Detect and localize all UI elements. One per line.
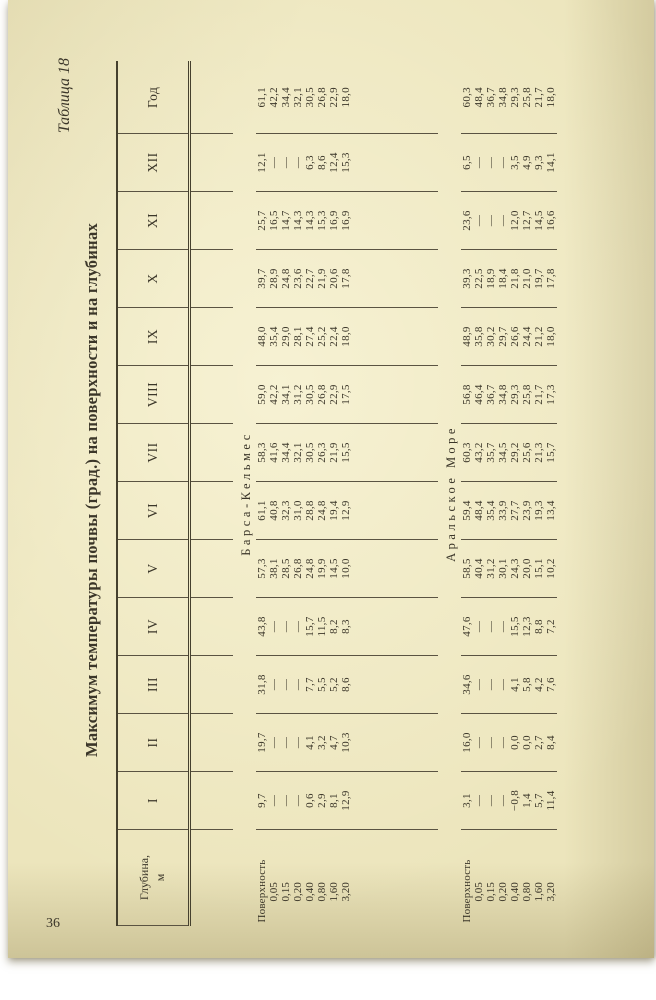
value-cell: 14,7 bbox=[280, 192, 292, 250]
value-cell: 34,4 bbox=[280, 62, 292, 134]
value-cell: 22,9 bbox=[328, 366, 340, 424]
column-header: XII bbox=[117, 134, 190, 192]
table-row bbox=[256, 62, 268, 926]
value-cell: 21,7 bbox=[533, 62, 545, 134]
value-cell: 33,9 bbox=[497, 482, 509, 540]
value-cell: 26,6 bbox=[509, 308, 521, 366]
value-cell: 31,2 bbox=[485, 540, 497, 598]
value-cell: — bbox=[497, 714, 509, 772]
value-cell: 4,9 bbox=[521, 134, 533, 192]
gap-cell bbox=[352, 250, 438, 308]
row-label-depth: 0,20 bbox=[497, 882, 509, 902]
table-header bbox=[117, 62, 190, 926]
column-header: VI bbox=[117, 482, 190, 540]
value-cell: 17,8 bbox=[340, 250, 352, 308]
value-cell: 12,7 bbox=[521, 192, 533, 250]
gap-cell bbox=[190, 134, 234, 192]
value-cell: 58,5 bbox=[461, 540, 473, 598]
row-label-depth: 0,15 bbox=[485, 882, 497, 902]
value-cell: 32,1 bbox=[292, 62, 304, 134]
value-cell: 18,0 bbox=[545, 308, 557, 366]
gap-cell bbox=[190, 62, 234, 134]
value-cell: 8,1 bbox=[328, 772, 340, 830]
gap-cell bbox=[352, 62, 438, 134]
value-cell: — bbox=[497, 192, 509, 250]
value-cell: 4,2 bbox=[533, 656, 545, 714]
gap-cell bbox=[352, 714, 438, 772]
value-cell: 16,9 bbox=[328, 192, 340, 250]
value-cell: 21,9 bbox=[316, 250, 328, 308]
value-cell: 30,1 bbox=[497, 540, 509, 598]
value-cell: 8,3 bbox=[340, 598, 352, 656]
value-cell: 10,2 bbox=[545, 540, 557, 598]
value-cell: 30,5 bbox=[304, 424, 316, 482]
value-cell: 32,1 bbox=[292, 424, 304, 482]
value-cell: 61,1 bbox=[256, 482, 268, 540]
value-cell: 14,1 bbox=[545, 134, 557, 192]
value-cell: 11,4 bbox=[545, 772, 557, 830]
value-cell: 29,0 bbox=[280, 308, 292, 366]
value-cell: — bbox=[292, 656, 304, 714]
value-cell: 48,4 bbox=[473, 62, 485, 134]
value-cell: — bbox=[268, 772, 280, 830]
value-cell: 18,0 bbox=[545, 62, 557, 134]
column-header: Год bbox=[117, 62, 190, 134]
value-cell: 8,6 bbox=[340, 656, 352, 714]
value-cell: 18,0 bbox=[340, 62, 352, 134]
value-cell: 34,5 bbox=[497, 424, 509, 482]
value-cell: 21,3 bbox=[533, 424, 545, 482]
gap-cell bbox=[352, 308, 438, 366]
value-cell: 26,8 bbox=[292, 540, 304, 598]
gap-cell bbox=[190, 598, 234, 656]
row-label-depth: 1,60 bbox=[328, 882, 340, 902]
value-cell: 21,0 bbox=[521, 250, 533, 308]
value-cell: 47,6 bbox=[461, 598, 473, 656]
scanned-book-page bbox=[8, 0, 654, 958]
value-cell: 58,3 bbox=[256, 424, 268, 482]
value-cell: — bbox=[473, 656, 485, 714]
column-header: II bbox=[117, 714, 190, 772]
value-cell: 3,5 bbox=[509, 134, 521, 192]
value-cell: 39,7 bbox=[256, 250, 268, 308]
value-cell: 29,2 bbox=[509, 424, 521, 482]
column-header: III bbox=[117, 656, 190, 714]
value-cell: — bbox=[280, 134, 292, 192]
value-cell: 3,2 bbox=[316, 714, 328, 772]
value-cell: 15,5 bbox=[340, 424, 352, 482]
value-cell: 19,9 bbox=[316, 540, 328, 598]
value-cell: 18,4 bbox=[497, 250, 509, 308]
value-cell: — bbox=[473, 598, 485, 656]
value-cell: 28,1 bbox=[292, 308, 304, 366]
section-title: Аральское Море bbox=[444, 425, 458, 562]
value-cell: 24,8 bbox=[280, 250, 292, 308]
value-cell: 1,4 bbox=[521, 772, 533, 830]
value-cell: 10,0 bbox=[340, 540, 352, 598]
value-cell: 4,1 bbox=[304, 714, 316, 772]
value-cell: 34,4 bbox=[280, 424, 292, 482]
value-cell: 6,5 bbox=[461, 134, 473, 192]
value-cell: 17,8 bbox=[545, 250, 557, 308]
value-cell: 34,1 bbox=[280, 366, 292, 424]
table-row bbox=[473, 62, 485, 926]
row-label-depth: 1,60 bbox=[533, 882, 545, 902]
column-header: XI bbox=[117, 192, 190, 250]
value-cell: 16,0 bbox=[461, 714, 473, 772]
value-cell: — bbox=[497, 134, 509, 192]
value-cell: 6,3 bbox=[304, 134, 316, 192]
value-cell: 26,8 bbox=[316, 366, 328, 424]
value-cell: 43,2 bbox=[473, 424, 485, 482]
value-cell: 30,5 bbox=[304, 62, 316, 134]
value-cell: 29,3 bbox=[509, 62, 521, 134]
value-cell: 30,2 bbox=[485, 308, 497, 366]
table-body bbox=[190, 62, 558, 926]
value-cell: — bbox=[485, 134, 497, 192]
value-cell: 8,4 bbox=[545, 714, 557, 772]
value-cell: 36,7 bbox=[485, 366, 497, 424]
value-cell: 25,7 bbox=[256, 192, 268, 250]
column-header: IV bbox=[117, 598, 190, 656]
value-cell: 14,5 bbox=[328, 540, 340, 598]
value-cell: 14,5 bbox=[533, 192, 545, 250]
column-header-depth: Глубина, м bbox=[117, 830, 190, 926]
value-cell: 19,7 bbox=[533, 250, 545, 308]
value-cell: 2,9 bbox=[316, 772, 328, 830]
value-cell: 34,6 bbox=[461, 656, 473, 714]
value-cell: 10,3 bbox=[340, 714, 352, 772]
value-cell: 23,9 bbox=[521, 482, 533, 540]
value-cell: 21,2 bbox=[533, 308, 545, 366]
value-cell: — bbox=[485, 656, 497, 714]
value-cell: 28,8 bbox=[304, 482, 316, 540]
value-cell: 14,3 bbox=[304, 192, 316, 250]
gap-cell bbox=[190, 250, 234, 308]
value-cell: 56,8 bbox=[461, 366, 473, 424]
value-cell: — bbox=[485, 772, 497, 830]
value-cell: — bbox=[473, 714, 485, 772]
value-cell: 61,1 bbox=[256, 62, 268, 134]
value-cell: 8,8 bbox=[533, 598, 545, 656]
value-cell: 17,3 bbox=[545, 366, 557, 424]
value-cell: 31,2 bbox=[292, 366, 304, 424]
value-cell: 21,9 bbox=[328, 424, 340, 482]
table-row bbox=[328, 62, 340, 926]
row-label-depth: Поверхность bbox=[256, 859, 268, 923]
value-cell: 23,6 bbox=[461, 192, 473, 250]
value-cell: 5,2 bbox=[328, 656, 340, 714]
value-cell: 57,3 bbox=[256, 540, 268, 598]
value-cell: 26,8 bbox=[316, 62, 328, 134]
table-title: Максимум температуры почвы (град.) на поверхности и на глубинах bbox=[82, 222, 101, 758]
gap-cell bbox=[352, 134, 438, 192]
value-cell: 16,6 bbox=[545, 192, 557, 250]
row-label-depth: 0,40 bbox=[509, 882, 521, 902]
row-label-depth: 3,20 bbox=[545, 882, 557, 902]
value-cell: 17,5 bbox=[340, 366, 352, 424]
header-row bbox=[117, 62, 190, 926]
value-cell: 25,6 bbox=[521, 424, 533, 482]
value-cell: 15,3 bbox=[316, 192, 328, 250]
value-cell: — bbox=[280, 772, 292, 830]
value-cell: 24,8 bbox=[316, 482, 328, 540]
value-cell: — bbox=[292, 598, 304, 656]
value-cell: — bbox=[485, 714, 497, 772]
row-label-depth: 0,80 bbox=[521, 882, 533, 902]
page-number: 36 bbox=[46, 916, 60, 931]
value-cell: 41,6 bbox=[268, 424, 280, 482]
value-cell: — bbox=[497, 772, 509, 830]
value-cell: 5,8 bbox=[521, 656, 533, 714]
value-cell: — bbox=[473, 192, 485, 250]
value-cell: 34,8 bbox=[497, 366, 509, 424]
value-cell: 35,7 bbox=[485, 424, 497, 482]
value-cell: 4,7 bbox=[328, 714, 340, 772]
value-cell: 24,8 bbox=[304, 540, 316, 598]
gap-cell bbox=[352, 482, 438, 540]
value-cell: — bbox=[292, 714, 304, 772]
section-title-row bbox=[233, 62, 256, 926]
value-cell: 31,0 bbox=[292, 482, 304, 540]
value-cell: 20,0 bbox=[521, 540, 533, 598]
value-cell: 29,3 bbox=[509, 366, 521, 424]
value-cell: 18,9 bbox=[485, 250, 497, 308]
gap-cell bbox=[190, 192, 234, 250]
value-cell: 19,7 bbox=[256, 714, 268, 772]
value-cell: 24,3 bbox=[509, 540, 521, 598]
table-row bbox=[268, 62, 280, 926]
value-cell: 35,4 bbox=[268, 308, 280, 366]
gap-cell bbox=[352, 830, 438, 926]
section-title-row bbox=[438, 62, 461, 926]
section-gap bbox=[190, 62, 234, 926]
value-cell: 21,8 bbox=[509, 250, 521, 308]
value-cell: 35,4 bbox=[485, 482, 497, 540]
gap-cell bbox=[190, 830, 234, 926]
value-cell: 12,9 bbox=[340, 482, 352, 540]
column-header: V bbox=[117, 540, 190, 598]
value-cell: 28,5 bbox=[280, 540, 292, 598]
value-cell: 4,1 bbox=[509, 656, 521, 714]
row-label-depth: 3,20 bbox=[340, 882, 352, 902]
value-cell: 38,1 bbox=[268, 540, 280, 598]
value-cell: 31,8 bbox=[256, 656, 268, 714]
gap-cell bbox=[190, 714, 234, 772]
row-label-depth: 0,05 bbox=[268, 882, 280, 902]
value-cell: — bbox=[280, 656, 292, 714]
value-cell: 12,4 bbox=[328, 134, 340, 192]
row-label-depth: 0,15 bbox=[280, 882, 292, 902]
value-cell: −0,8 bbox=[509, 772, 521, 830]
value-cell: — bbox=[497, 656, 509, 714]
value-cell: 22,5 bbox=[473, 250, 485, 308]
value-cell: — bbox=[268, 656, 280, 714]
column-header: VII bbox=[117, 424, 190, 482]
temperature-table bbox=[116, 62, 557, 927]
gap-cell bbox=[190, 308, 234, 366]
value-cell: 32,3 bbox=[280, 482, 292, 540]
value-cell: 2,7 bbox=[533, 714, 545, 772]
table-row bbox=[485, 62, 497, 926]
value-cell: — bbox=[268, 134, 280, 192]
row-label-depth: 0,05 bbox=[473, 882, 485, 902]
gap-cell bbox=[190, 656, 234, 714]
value-cell: — bbox=[497, 598, 509, 656]
value-cell: 23,6 bbox=[292, 250, 304, 308]
value-cell: 15,7 bbox=[304, 598, 316, 656]
value-cell: 27,7 bbox=[509, 482, 521, 540]
section-title: Барса-Кельмес bbox=[239, 431, 253, 556]
value-cell: 20,6 bbox=[328, 250, 340, 308]
value-cell: 25,2 bbox=[316, 308, 328, 366]
value-cell: 60,3 bbox=[461, 424, 473, 482]
column-header: VIII bbox=[117, 366, 190, 424]
value-cell: 13,4 bbox=[545, 482, 557, 540]
column-header: IX bbox=[117, 308, 190, 366]
row-label-depth: Поверхность bbox=[461, 859, 473, 923]
value-cell: 34,8 bbox=[497, 62, 509, 134]
value-cell: 0,6 bbox=[304, 772, 316, 830]
value-cell: 12,3 bbox=[521, 598, 533, 656]
value-cell: 7,7 bbox=[304, 656, 316, 714]
value-cell: 15,7 bbox=[545, 424, 557, 482]
value-cell: 12,9 bbox=[340, 772, 352, 830]
table-row bbox=[340, 62, 352, 926]
value-cell: 3,1 bbox=[461, 772, 473, 830]
value-cell: 7,6 bbox=[545, 656, 557, 714]
value-cell: 26,3 bbox=[316, 424, 328, 482]
value-cell: 43,8 bbox=[256, 598, 268, 656]
row-label-depth: 0,40 bbox=[304, 882, 316, 902]
table-row bbox=[304, 62, 316, 926]
value-cell: 18,0 bbox=[340, 308, 352, 366]
value-cell: 16,5 bbox=[268, 192, 280, 250]
value-cell: 29,7 bbox=[497, 308, 509, 366]
value-cell: 42,2 bbox=[268, 366, 280, 424]
value-cell: — bbox=[473, 772, 485, 830]
table-row bbox=[497, 62, 509, 926]
table-row bbox=[509, 62, 521, 926]
value-cell: 40,8 bbox=[268, 482, 280, 540]
value-cell: 42,2 bbox=[268, 62, 280, 134]
row-label-depth: 0,20 bbox=[292, 882, 304, 902]
value-cell: 24,4 bbox=[521, 308, 533, 366]
value-cell: 19,3 bbox=[533, 482, 545, 540]
value-cell: 7,2 bbox=[545, 598, 557, 656]
value-cell: 22,7 bbox=[304, 250, 316, 308]
value-cell: — bbox=[280, 714, 292, 772]
value-cell: 27,4 bbox=[304, 308, 316, 366]
value-cell: 0,0 bbox=[521, 714, 533, 772]
value-cell: 9,7 bbox=[256, 772, 268, 830]
value-cell: 48,4 bbox=[473, 482, 485, 540]
value-cell: 11,5 bbox=[316, 598, 328, 656]
gap-cell bbox=[352, 424, 438, 482]
column-header: I bbox=[117, 772, 190, 830]
value-cell: — bbox=[485, 192, 497, 250]
table-caption: Таблица 18 bbox=[56, 58, 73, 134]
table-row bbox=[545, 62, 557, 926]
value-cell: 8,2 bbox=[328, 598, 340, 656]
value-cell: 22,4 bbox=[328, 308, 340, 366]
value-cell: 15,3 bbox=[340, 134, 352, 192]
value-cell: — bbox=[280, 598, 292, 656]
section-gap bbox=[352, 62, 438, 926]
value-cell: — bbox=[268, 598, 280, 656]
value-cell: 39,3 bbox=[461, 250, 473, 308]
value-cell: 8,6 bbox=[316, 134, 328, 192]
table-row bbox=[316, 62, 328, 926]
gap-cell bbox=[352, 366, 438, 424]
value-cell: 36,7 bbox=[485, 62, 497, 134]
rotated-table-block bbox=[56, 48, 568, 932]
gap-cell bbox=[352, 192, 438, 250]
gap-cell bbox=[352, 540, 438, 598]
value-cell: 16,9 bbox=[340, 192, 352, 250]
value-cell: 0,0 bbox=[509, 714, 521, 772]
value-cell: 59,4 bbox=[461, 482, 473, 540]
table-row bbox=[521, 62, 533, 926]
value-cell: 40,4 bbox=[473, 540, 485, 598]
value-cell: — bbox=[268, 714, 280, 772]
table-row bbox=[280, 62, 292, 926]
value-cell: 9,3 bbox=[533, 134, 545, 192]
value-cell: 28,9 bbox=[268, 250, 280, 308]
value-cell: 12,0 bbox=[509, 192, 521, 250]
table-row bbox=[461, 62, 473, 926]
value-cell: — bbox=[292, 772, 304, 830]
value-cell: 48,0 bbox=[256, 308, 268, 366]
column-header: X bbox=[117, 250, 190, 308]
gap-cell bbox=[190, 540, 234, 598]
gap-cell bbox=[352, 656, 438, 714]
value-cell: — bbox=[473, 134, 485, 192]
value-cell: 14,3 bbox=[292, 192, 304, 250]
value-cell: 21,7 bbox=[533, 366, 545, 424]
value-cell: 25,8 bbox=[521, 62, 533, 134]
gap-cell bbox=[352, 598, 438, 656]
value-cell: 15,1 bbox=[533, 540, 545, 598]
table-row bbox=[292, 62, 304, 926]
value-cell: 25,8 bbox=[521, 366, 533, 424]
value-cell: 60,3 bbox=[461, 62, 473, 134]
gap-cell bbox=[190, 424, 234, 482]
gap-cell bbox=[190, 772, 234, 830]
value-cell: 12,1 bbox=[256, 134, 268, 192]
value-cell: 46,4 bbox=[473, 366, 485, 424]
gap-cell bbox=[190, 366, 234, 424]
value-cell: 35,8 bbox=[473, 308, 485, 366]
gap-cell bbox=[352, 772, 438, 830]
value-cell: 48,9 bbox=[461, 308, 473, 366]
table-row bbox=[533, 62, 545, 926]
gap-cell bbox=[190, 482, 234, 540]
value-cell: 22,9 bbox=[328, 62, 340, 134]
value-cell: 5,7 bbox=[533, 772, 545, 830]
value-cell: 59,0 bbox=[256, 366, 268, 424]
value-cell: 5,5 bbox=[316, 656, 328, 714]
value-cell: 19,4 bbox=[328, 482, 340, 540]
value-cell: — bbox=[292, 134, 304, 192]
value-cell: — bbox=[485, 598, 497, 656]
value-cell: 30,5 bbox=[304, 366, 316, 424]
value-cell: 15,5 bbox=[509, 598, 521, 656]
row-label-depth: 0,80 bbox=[316, 882, 328, 902]
